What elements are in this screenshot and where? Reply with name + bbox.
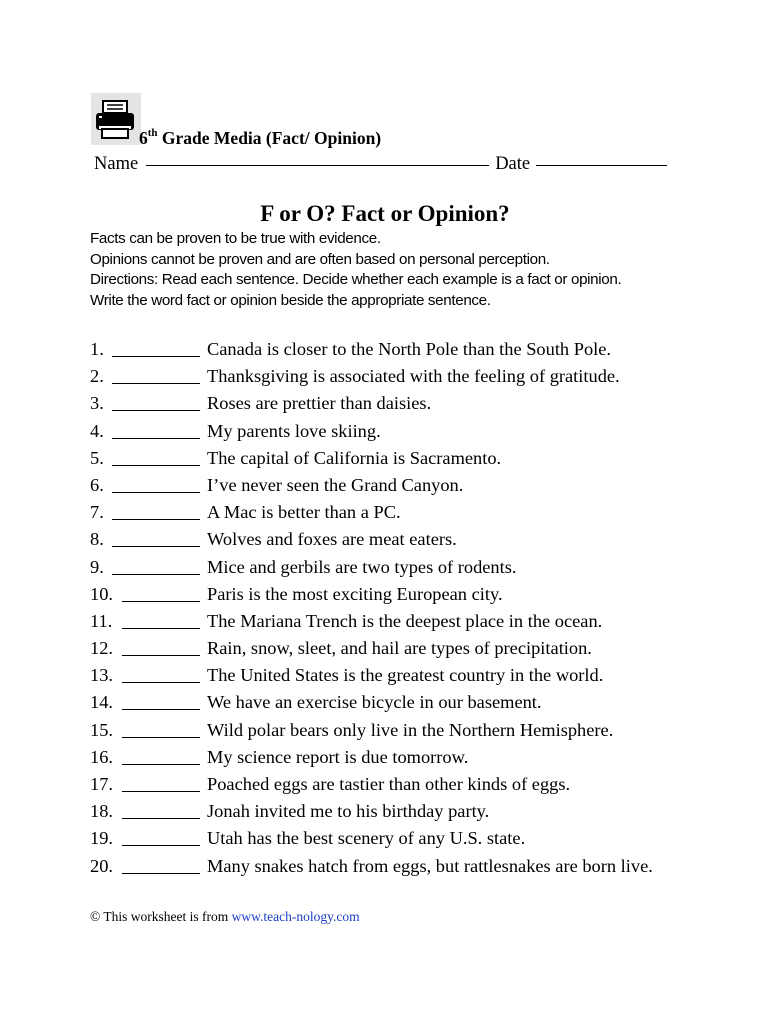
question-sentence: Paris is the most exciting European city. [207, 583, 503, 604]
intro-line: Facts can be proven to be true with evidence. [90, 230, 381, 247]
answer-blank[interactable] [122, 791, 200, 792]
question-sentence: My parents love skiing. [207, 420, 381, 441]
name-blank[interactable] [146, 164, 489, 166]
answer-blank[interactable] [112, 519, 200, 520]
answer-blank[interactable] [122, 682, 200, 683]
question-item [90, 636, 690, 663]
question-number: 1. [90, 339, 104, 359]
question-sentence: Many snakes hatch from eggs, but rattlesnakes are born live. [207, 855, 653, 876]
question-item [90, 555, 690, 582]
answer-blank[interactable] [122, 873, 200, 874]
printer-icon[interactable] [91, 93, 141, 145]
question-number: 16. [90, 746, 113, 767]
question-item [90, 500, 690, 527]
question-number: 15. [90, 719, 113, 740]
question-number: 9. [90, 556, 104, 577]
question-sentence: I’ve never seen the Grand Canyon. [207, 474, 464, 495]
question-sentence: We have an exercise bicycle in our basement. [207, 692, 542, 713]
question-number: 14. [90, 692, 113, 713]
question-sentence: A Mac is better than a PC. [207, 502, 401, 523]
answer-blank[interactable] [122, 601, 200, 602]
question-number: 18. [90, 801, 113, 822]
question-sentence: My science report is due tomorrow. [207, 746, 469, 767]
question-item [90, 826, 690, 853]
name-label: Name [94, 154, 139, 174]
answer-blank[interactable] [122, 818, 200, 819]
question-number: 11. [90, 610, 113, 631]
grade-heading-text: Grade Media (Fact/ Opinion) [157, 128, 382, 148]
answer-blank[interactable] [112, 574, 200, 575]
intro-line: Directions: Read each sentence. Decide whether each example is a fact or opinion. [90, 271, 622, 288]
answer-blank[interactable] [122, 737, 200, 738]
question-sentence: Poached eggs are tastier than other kinds of eggs. [207, 774, 571, 794]
question-sentence: Thanksgiving is associated with the feeling of gratitude. [207, 366, 620, 387]
question-sentence: The United States is the greatest country in the world. [207, 665, 604, 686]
question-item [90, 582, 690, 609]
answer-blank[interactable] [112, 410, 200, 411]
answer-blank[interactable] [122, 764, 200, 765]
answer-blank[interactable] [112, 492, 200, 493]
grade-number: 6 [139, 128, 148, 148]
question-item [90, 391, 690, 418]
answer-blank[interactable] [122, 655, 200, 656]
question-item [90, 745, 690, 772]
question-sentence: Wild polar bears only live in the Northern Hemisphere. [207, 719, 614, 740]
question-sentence: The Mariana Trench is the deepest place in the ocean. [207, 610, 603, 631]
question-item [90, 718, 690, 745]
question-number: 13. [90, 665, 113, 686]
question-number: 17. [90, 774, 113, 794]
question-item [90, 854, 690, 908]
question-number: 5. [90, 447, 104, 468]
question-sentence: Canada is closer to the North Pole than the South Pole. [207, 339, 612, 359]
date-blank[interactable] [536, 164, 667, 166]
question-number: 8. [90, 529, 104, 550]
question-number: 7. [90, 502, 104, 523]
question-item [90, 527, 690, 554]
question-sentence: Wolves and foxes are meat eaters. [207, 529, 457, 550]
page-title: F or O? Fact or Opinion? [260, 201, 510, 226]
question-item [90, 772, 690, 799]
question-number: 3. [90, 393, 104, 414]
question-number: 10. [90, 583, 113, 604]
footer-link[interactable]: www.teach-nology.com [231, 909, 360, 924]
intro-text [90, 229, 621, 311]
question-sentence: The capital of California is Sacramento. [207, 447, 502, 468]
intro-line: Opinions cannot be proven and are often based on personal perception. [90, 250, 550, 268]
question-number: 2. [90, 366, 104, 387]
intro-line: Write the word fact or opinion beside the appropriate sentence. [90, 291, 491, 309]
answer-blank[interactable] [122, 709, 200, 710]
question-number: 20. [90, 855, 113, 876]
question-item [90, 364, 690, 391]
question-item [90, 799, 690, 826]
answer-blank[interactable] [112, 438, 200, 439]
grade-suffix: th [147, 127, 158, 140]
answer-blank[interactable] [112, 356, 200, 357]
answer-blank[interactable] [122, 845, 200, 846]
question-sentence: Roses are prettier than daisies. [207, 393, 432, 414]
question-number: 19. [90, 828, 113, 849]
question-list [90, 337, 690, 908]
date-label: Date [495, 154, 531, 174]
question-item [90, 473, 690, 500]
footer-text: © This worksheet is from [90, 909, 232, 924]
question-number: 4. [90, 420, 104, 441]
answer-blank[interactable] [112, 383, 200, 384]
answer-blank[interactable] [122, 628, 200, 629]
name-date-line [94, 152, 667, 176]
question-sentence: Utah has the best scenery of any U.S. state. [207, 828, 526, 849]
question-item [90, 663, 690, 690]
question-sentence: Mice and gerbils are two types of rodents. [207, 556, 517, 577]
question-number: 12. [90, 638, 113, 659]
question-sentence: Rain, snow, sleet, and hail are types of precipitation. [207, 638, 592, 659]
footer-credit [90, 908, 360, 926]
question-item [90, 337, 690, 364]
question-item [90, 446, 690, 473]
question-item [90, 419, 690, 446]
question-item [90, 690, 690, 717]
question-number: 6. [90, 474, 104, 495]
question-item [90, 609, 690, 636]
grade-heading [139, 127, 381, 149]
answer-blank[interactable] [112, 546, 200, 547]
question-sentence: Jonah invited me to his birthday party. [207, 801, 490, 822]
answer-blank[interactable] [112, 465, 200, 466]
